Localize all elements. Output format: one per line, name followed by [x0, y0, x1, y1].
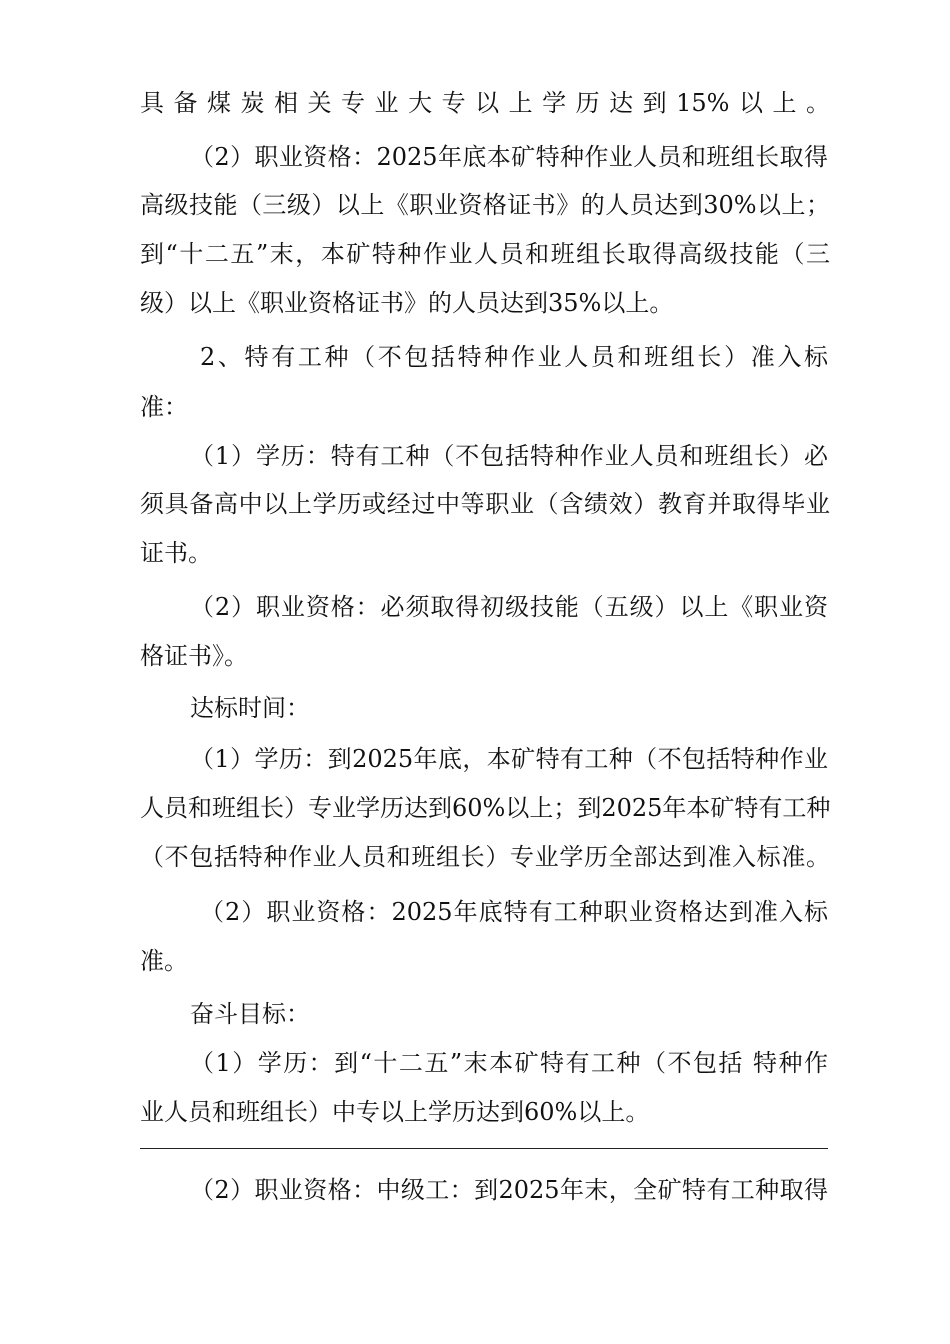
text-line: 证书。: [140, 539, 212, 567]
page-divider: [140, 1148, 828, 1149]
text-line: 高级技能（三级）以上《职业资格证书》的人员达到30%以上；: [140, 191, 830, 219]
text-line: 2、特有工种（不包括特种作业人员和班组长）准入标: [200, 343, 828, 371]
text-line: 业人员和班组长）中专以上学历达到60%以上。: [140, 1098, 650, 1126]
text-line: （1）学历：到2025年底，本矿特有工种（不包括特种作业: [190, 745, 828, 773]
text-line: 须具备高中以上学历或经过中等职业（含绩效）教育并取得毕业: [140, 490, 830, 518]
text-line: （不包括特种作业人员和班组长）专业学历全部达到准入标准。: [140, 843, 830, 871]
text-line: 准。: [140, 947, 188, 975]
section-heading: 达标时间：: [190, 694, 310, 722]
text-line: （2）职业资格：必须取得初级技能（五级）以上《职业资: [190, 593, 828, 621]
text-line: 具备煤炭相关专业大专以上学历达到15%以上。: [140, 89, 830, 117]
text-line: （1）学历：到“十二五”末本矿特有工种（不包括 特种作: [190, 1049, 828, 1077]
text-line: （2）职业资格：2025年底特有工种职业资格达到准入标: [200, 898, 828, 926]
text-line: （2）职业资格：中级工：到2025年末，全矿特有工种取得: [190, 1176, 828, 1204]
text-line: 级）以上《职业资格证书》的人员达到35%以上。: [140, 289, 674, 317]
text-line: 到“十二五”末，本矿特种作业人员和班组长取得高级技能（三: [140, 240, 830, 268]
text-line: 格证书》。: [140, 642, 248, 670]
section-heading: 奋斗目标：: [190, 1000, 310, 1028]
text-line: 准：: [140, 393, 188, 421]
text-line: （2）职业资格：2025年底本矿特种作业人员和班组长取得: [190, 143, 828, 171]
text-line: 人员和班组长）专业学历达到60%以上；到2025年本矿特有工种: [140, 794, 830, 822]
text-line: （1）学历：特有工种（不包括特种作业人员和班组长）必: [190, 442, 828, 470]
